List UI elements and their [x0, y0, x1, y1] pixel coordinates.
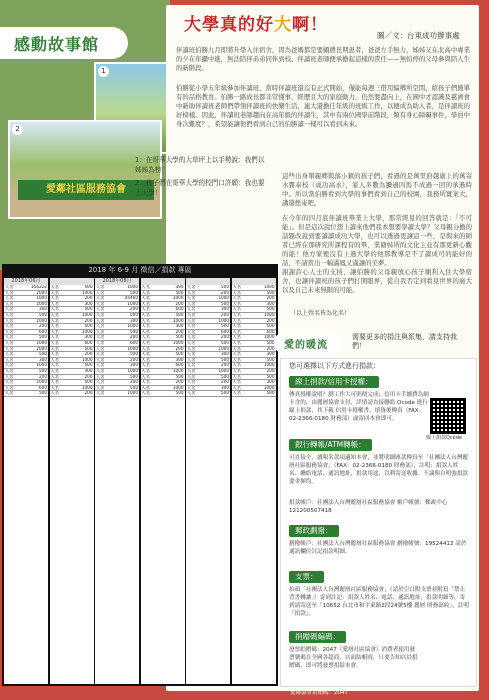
postal-text: 劃撥帳戶：社團法人台灣麗層社區服務協會 劃撥帳號：19524412 請於通訊欄位註記捐款明細。 [289, 541, 467, 555]
donation-amount: 500 [84, 346, 93, 351]
donation-amount: 500 [39, 335, 47, 340]
donation-amount: 1000 [36, 380, 47, 385]
article-paragraph-2: 伯勝從小學五年級參加伴讀班，當時伴讀班還沒有正式開始，僅能每週三借用偏鄉所空間，給孩子們簡單有的品格教育。伯勝一路成長都非常懂事，經歷且大的家庭動力，仍然要盡向上，在國中才認識及慈濟會中新助伴讀班老師們帶領伴讀班的快樂生活，連大還擔任年級的班級工作，以便成為助人者，是伴讀班的好榜樣。因此，伴讀班老師趨向在高年級的伴讀生，其中有兩位國學前階段，類有身心障礙事件，學員中身次難度？，希望能讓他們看到自己的伯勝讀一樣可以看到未來。 [176, 84, 470, 128]
donation-amount: 300 [39, 357, 47, 362]
donation-amount: 600 [39, 329, 47, 334]
donation-amount: 1000 [127, 368, 138, 373]
donation-amount: 200 [130, 335, 138, 340]
donation-amount: 1000 [263, 312, 275, 317]
donation-amount: 1000 [218, 296, 229, 301]
donation-amount: 500 [39, 368, 47, 373]
donor-name: 人名 [50, 285, 59, 289]
donor-name: 人名 [96, 329, 105, 334]
donor-name: 人名 [5, 296, 14, 301]
donation-amount: 1000 [81, 357, 93, 362]
donation-amount: 600 [84, 340, 93, 345]
donation-amount: 45460 [124, 296, 138, 301]
donor-name: 人名 [232, 346, 241, 351]
donor-name: 人名 [50, 346, 59, 351]
donation-amount: 1000 [263, 363, 275, 368]
donation-amount: 500 [175, 335, 184, 340]
donor-name: 人名 [5, 352, 14, 357]
donor-name: 人名 [50, 357, 59, 362]
donation-amount: 200 [221, 335, 229, 340]
section-header [0, 27, 128, 59]
online-donation-text: 傳真授權說明？劃工作大可則便完成；信用卡手續費為網卡含的，由麗層協會支付，詳情請直接聯絡 Ocode 進行線上捐款，其下載 信用卡授權書，填資後傳真（FAX：02-2366-0180 財務部）或寄回本會即可。 [289, 392, 429, 422]
donation-amount: 1000 [36, 318, 47, 323]
invoice-code-header: 捐贈碼編碼： [289, 631, 346, 643]
donor-name: 人名 [232, 374, 241, 379]
donor-name: 人名 [5, 380, 14, 385]
donation-amount: 500 [221, 391, 229, 396]
donor-name: 人名 [50, 374, 59, 379]
donation-amount: 500 [266, 290, 275, 295]
donor-name: 人名 [232, 312, 241, 317]
donation-amount: 1000 [263, 285, 275, 289]
donor-name: 人名 [50, 318, 59, 323]
donation-amount: 300 [175, 285, 184, 289]
donor-name: 人名 [141, 324, 150, 329]
donor-name: 人名 [187, 296, 196, 301]
donor-name: 人名 [50, 385, 59, 390]
section-title: 感動故事館 [14, 35, 100, 54]
donation-amount: 600 [221, 329, 229, 334]
donation-amount: 200 [130, 380, 138, 385]
donation-amount: 600 [175, 307, 184, 312]
check-header: 支票： [289, 571, 324, 583]
donation-amount: 500 [266, 391, 275, 396]
donation-amount: 500 [175, 312, 184, 317]
donor-name: 人名 [5, 363, 14, 368]
donor-name: 人名 [141, 352, 150, 357]
donation-amount: 500 [221, 301, 229, 306]
donation-row [141, 391, 185, 397]
article-byline: 圖／文：台東成功辦事處 [377, 31, 460, 40]
donor-name: 人名 [187, 340, 196, 345]
donation-amount: 500 [130, 352, 138, 357]
bank-transfer-text: 可直接全，讀報名款項適知本會，並將明細匯款傳真至「社團法人台灣麗層社區服務協會」（FAX：02-2366-0180 財務部），註明：捐款人姓名、聯絡電話、通訊地址，捐款用途，以利寄送收據。不論與自明強捐款要金額均。 [289, 455, 469, 485]
donor-name: 人名 [5, 307, 14, 312]
donor-name: 人名 [96, 290, 105, 295]
donation-amount: 200 [266, 296, 275, 301]
donor-name: 人名 [50, 352, 59, 357]
donation-amount: 200 [221, 290, 229, 295]
donor-name: 人名 [141, 318, 150, 323]
donor-name: 人名 [232, 296, 241, 301]
article-title: 大學真的好大啊！ [184, 15, 328, 35]
donation-row [95, 391, 139, 397]
donation-amount: 300 [84, 301, 93, 306]
donor-name: 人名 [5, 290, 14, 295]
donor-name: 人名 [141, 374, 150, 379]
donor-name: 人名 [141, 340, 150, 345]
donation-amount: 500 [84, 324, 93, 329]
donor-name: 人名 [232, 391, 241, 396]
donor-name: 人名 [50, 296, 59, 301]
donor-name: 人名 [232, 301, 241, 306]
donation-amount: 2000 [36, 301, 47, 306]
donation-amount: 1000 [36, 363, 47, 368]
donor-name: 人名 [96, 324, 105, 329]
donor-name: 人名 [5, 329, 14, 334]
donation-amount: 200 [266, 318, 275, 323]
donation-amount: 2000 [36, 290, 47, 295]
donor-name: 人名 [187, 391, 196, 396]
donor-name: 人名 [187, 307, 196, 312]
donor-name: 人名 [141, 312, 150, 317]
bank-account-text: 捐款帳戶：社團法人台灣麗層社區服務協會 帳戶帳號：郵政中心 121200507418 [289, 500, 448, 514]
donation-amount: 300 [221, 385, 229, 390]
donation-amount: 500 [39, 391, 47, 396]
donation-amount: 300 [266, 301, 275, 306]
donor-name: 人名 [187, 324, 196, 329]
donation-amount: 2000 [36, 346, 47, 351]
donation-amount: 500 [221, 285, 229, 289]
donor-name: 人名 [96, 391, 105, 396]
donation-amount: 1000 [218, 346, 229, 351]
donation-row [232, 391, 276, 397]
donor-name: 人名 [5, 285, 14, 289]
donor-name: 人名 [50, 307, 59, 312]
donor-name: 人名 [187, 329, 196, 334]
qr-code-label: 線上捐款Qcode [426, 435, 462, 441]
donor-name: 人名 [141, 307, 150, 312]
donor-name: 人名 [187, 318, 196, 323]
donor-name: 人名 [187, 346, 196, 351]
donation-amount: 156222 [31, 285, 47, 289]
donor-name: 人名 [50, 301, 59, 306]
donor-name: 人名 [141, 391, 150, 396]
donation-amount: 200 [84, 352, 93, 357]
donation-amount: 1000 [127, 301, 138, 306]
caption-1: 1：在哥華大學的大草坪上以手勢說：我們以姊姊為榜！ [135, 156, 265, 174]
donation-amount: 1000 [218, 368, 229, 373]
donor-name: 人名 [187, 312, 196, 317]
donor-name: 人名 [5, 312, 14, 317]
donation-column [232, 278, 276, 684]
donor-name: 人名 [50, 312, 59, 317]
donation-table-title: 2018 年 6-9 月 徵信／捐款 專區 [88, 266, 192, 274]
donor-name: 人名 [232, 385, 241, 390]
donation-amount: 600 [39, 385, 47, 390]
donor-name: 人名 [232, 340, 241, 345]
donor-name: 人名 [5, 318, 14, 323]
donation-amount: 300 [39, 307, 47, 312]
photo-captions [135, 156, 266, 202]
donation-amount: 1000 [172, 318, 184, 323]
donor-name: 人名 [141, 296, 150, 301]
donation-column [4, 278, 48, 684]
donation-amount: 300 [175, 324, 184, 329]
donation-amount: 500 [39, 352, 47, 357]
donation-amount: 500 [221, 374, 229, 379]
donation-amount: 1000 [81, 312, 93, 317]
donor-name: 人名 [232, 318, 241, 323]
donor-name: 人名 [187, 357, 196, 362]
donation-amount: 500 [84, 380, 93, 385]
donation-amount: 1000 [127, 391, 138, 396]
donor-name: 人名 [232, 352, 241, 357]
donor-name: 人名 [187, 301, 196, 306]
invoice-code-text: 發票捐贈碼：2047（愛層社區協會）消費者使用發票號碼在全國各超商、店面結帳時，只要告知店員捐贈碼，即可將發票捐給本會。 [289, 647, 418, 669]
donor-name: 人名 [50, 324, 59, 329]
donation-column [141, 278, 185, 684]
donor-name: 人名 [5, 368, 14, 373]
donor-name: 人名 [50, 368, 59, 373]
donation-amount: 300 [130, 363, 138, 368]
donor-name: 人名 [50, 363, 59, 368]
donor-name: 人名 [187, 285, 196, 289]
photo-badge-1: 1 [98, 66, 109, 77]
donor-name: 人名 [5, 335, 14, 340]
love-label: 愛的暖流 [274, 333, 340, 353]
donation-amount: 500 [130, 374, 138, 379]
donor-name: 人名 [141, 301, 150, 306]
donation-amount: 300 [84, 368, 93, 373]
donor-name: 人名 [96, 374, 105, 379]
donation-amount: 300 [130, 318, 138, 323]
donor-name: 人名 [96, 307, 105, 312]
donor-name: 人名 [50, 329, 59, 334]
donation-amount: 1000 [81, 329, 93, 334]
donor-name: 人名 [50, 380, 59, 385]
donor-name: 人名 [96, 301, 105, 306]
donation-amount: 1000 [127, 285, 138, 289]
donation-amount: 200 [175, 329, 184, 334]
donor-name: 人名 [232, 335, 241, 340]
donor-name: 人名 [232, 380, 241, 385]
donation-amount: 500 [130, 385, 138, 390]
donation-amount: 300 [221, 352, 229, 357]
donation-amount: 500 [130, 329, 138, 334]
donation-amount: 500 [130, 312, 138, 317]
donation-amount: 1000 [81, 385, 93, 390]
donation-amount: 300 [84, 335, 93, 340]
donation-amount: 1000 [36, 296, 47, 301]
donor-name: 人名 [232, 324, 241, 329]
donor-name: 人名 [96, 312, 105, 317]
donation-amount: 500 [175, 391, 184, 396]
donor-name: 人名 [187, 374, 196, 379]
article-paragraph-3: 這些出身單親鄉與落小鎮的孩子們，看過的是萬里府越廣上的萬寄水霧奉校（成功高永），家人多數為瀰過四馬不成過一回的承過時中。所以當伯勝看到大學的事們看到自己的校園，我務所實案大，講還挫來吧。 [282, 172, 472, 207]
donor-name: 人名 [141, 380, 150, 385]
donor-name: 人名 [50, 290, 59, 295]
donor-name: 人名 [187, 368, 196, 373]
donation-amount: 1000 [172, 368, 184, 373]
caption-2: 2：孩子們在哥華大學的校門口許願：我也要上大學！ [135, 179, 265, 197]
donation-amount: 200 [84, 391, 93, 396]
donor-name: 人名 [187, 290, 196, 295]
donor-name: 人名 [187, 352, 196, 357]
article-paragraph-5: 謝謝許心人士的支持，讓伯勝的父母親放心孩子順利入住大學宿舍，也讓伴讀班的孩子們打開眼界，從自我否定到看見世界的廣大以及自己未來無限的可能。 [282, 268, 472, 294]
donor-name: 人名 [187, 385, 196, 390]
donation-amount: 500 [39, 312, 47, 317]
donor-name: 人名 [232, 290, 241, 295]
donation-amount: 600 [130, 340, 138, 345]
donation-amount: 200 [39, 374, 47, 379]
donation-column-header [232, 278, 276, 285]
donation-amount: 500 [266, 374, 275, 379]
donor-name: 人名 [187, 363, 196, 368]
donation-amount: 1000 [81, 290, 93, 295]
donor-name: 人名 [96, 335, 105, 340]
donor-name: 人名 [50, 335, 59, 340]
donation-amount: 200 [221, 363, 229, 368]
donation-column-header: 2018年06月 [4, 278, 48, 285]
donor-name: 人名 [5, 357, 14, 362]
donor-name: 人名 [96, 368, 105, 373]
donation-row [186, 391, 230, 397]
photo-badge-2: 2 [12, 124, 23, 135]
donor-name: 人名 [141, 329, 150, 334]
donation-amount: 200 [266, 346, 275, 351]
online-donation-header: 線上捐款/信用卡授權： [289, 376, 379, 388]
donor-name: 人名 [141, 285, 150, 289]
donation-amount: 500 [175, 352, 184, 357]
donation-amount: 200 [84, 296, 93, 301]
association-sign: 愛鄰社區服務協會 [18, 180, 154, 200]
donor-name: 人名 [96, 357, 105, 362]
donation-column [186, 278, 230, 684]
donation-amount: 500 [84, 363, 93, 368]
donation-amount: 1000 [127, 324, 138, 329]
donor-name: 人名 [141, 290, 150, 295]
bank-transfer-header: 銀行轉帳/ATM轉帳： [289, 439, 372, 451]
donor-name: 人名 [141, 363, 150, 368]
donor-name: 人名 [141, 368, 150, 373]
donor-name: 人名 [5, 385, 14, 390]
donation-column-header: 2018年08月 [95, 278, 139, 285]
postal-header: 郵政劃撥： [289, 525, 339, 537]
donor-name: 人名 [5, 301, 14, 306]
donation-amount: 200 [175, 301, 184, 306]
article-note: （以上姓名皆為化名） [290, 310, 351, 317]
donation-amount: 500 [221, 324, 229, 329]
donor-name: 人名 [141, 335, 150, 340]
donation-amount: 200 [84, 318, 93, 323]
donor-name: 人名 [141, 346, 150, 351]
love-note: 需要更多的捐注與派集，請支持我們！ [352, 333, 457, 350]
donation-column [50, 278, 94, 684]
donation-amount: 1000 [263, 335, 275, 340]
donation-column-header [186, 278, 230, 285]
donor-name: 人名 [96, 318, 105, 323]
donation-amount: 200 [39, 324, 47, 329]
donation-amount: 500 [221, 340, 229, 345]
donation-row [50, 391, 94, 397]
donor-name: 人名 [5, 346, 14, 351]
donation-amount: 1000 [36, 340, 47, 345]
donor-name: 人名 [232, 368, 241, 373]
donation-amount: 200 [130, 307, 138, 312]
donation-amount: 1000 [172, 340, 184, 345]
donation-amount: 500 [175, 374, 184, 379]
donor-name: 人名 [141, 385, 150, 390]
donor-name: 人名 [96, 296, 105, 301]
donation-amount: 1000 [218, 318, 229, 323]
donation-amount: 1000 [172, 296, 184, 301]
donor-name: 人名 [96, 380, 105, 385]
article-paragraph-1: 伴讀班伯勝九月即將升學入住宿舍，因為爸媽都是要顧農長期患者，爸爸左手無力，姊姊又在北高中專業的夕在年攝中進，無法陪伴弟弟同伴到校。伴讀班老師便承擔起這樣的責任——無怕停的父母參與陪人生的新階段。 [176, 46, 470, 72]
donor-name: 人名 [96, 340, 105, 345]
donor-name: 人名 [5, 324, 14, 329]
donor-name: 人名 [187, 380, 196, 385]
donation-amount: 200 [84, 374, 93, 379]
donation-amount: 1000 [172, 385, 184, 390]
donor-name: 人名 [187, 335, 196, 340]
article-paragraph-4: 在今年的四月底伴讀班畢業上大學，那常經見的回答就是：「不可能」。但是這次說位想上讀來他們我本想要學讀大學？父母親分擔的話題改說到要讀讀成功大學，也可以透過更讓這一些，是與來的師者已經在那研究所課程有的畢，業籍姊所的文化主並有那更新心觀的能！他方家裡沒有上過大學的他那教導是不了讀成可的能好的話，不請當出一幅滿鳳又滿讓的美夢。 [282, 214, 472, 267]
donor-name: 人名 [232, 363, 241, 368]
donation-amount: 200 [175, 346, 184, 351]
qr-code-icon[interactable] [430, 398, 466, 434]
donation-amount: 200 [221, 312, 229, 317]
donation-amount: 500 [221, 357, 229, 362]
donor-name: 人名 [50, 391, 59, 396]
donor-name: 人名 [96, 385, 105, 390]
donation-amount: 300 [266, 352, 275, 357]
donation-amount: 300 [175, 357, 184, 362]
donor-name: 人名 [5, 374, 14, 379]
donation-amount: 200 [266, 368, 275, 373]
donation-column-header [50, 278, 94, 285]
donation-amount: 600 [266, 329, 275, 334]
donation-amount: 200 [130, 357, 138, 362]
donor-name: 人名 [141, 357, 150, 362]
donation-column [95, 278, 139, 684]
donation-amount: 300 [266, 380, 275, 385]
donor-name: 人名 [96, 346, 105, 351]
donor-name: 人名 [50, 340, 59, 345]
donor-name: 人名 [232, 285, 241, 289]
donation-column-header [141, 278, 185, 285]
donation-amount: 200 [221, 380, 229, 385]
check-text: 抬頭「社團法人台灣麗層社區服務協會」（請於空白附支票並附寫「禁止背書轉讓」）寄到註記：捐款人姓名、電話、通訊地址，捐款明細等，寄到請寄送至「10652 台北市和平東路2段24號5樓 麗層 財務部收」，註明「捐款」。 [289, 587, 470, 617]
donation-intro: 您可選擇以下方式進行捐款： [289, 362, 380, 370]
donation-amount: 1000 [127, 346, 138, 351]
donation-amount: 200 [175, 380, 184, 385]
donor-name: 人名 [232, 329, 241, 334]
donation-amount: 500 [266, 340, 275, 345]
donation-amount: 1000 [263, 385, 275, 390]
donor-name: 人名 [232, 307, 241, 312]
donation-amount: 500 [266, 357, 275, 362]
donation-amount: 500 [266, 324, 275, 329]
donor-name: 人名 [5, 340, 14, 345]
donation-table [2, 264, 278, 686]
donation-amount: 600 [175, 363, 184, 368]
donor-name: 人名 [232, 357, 241, 362]
donation-row [4, 391, 48, 397]
donor-name: 人名 [5, 391, 14, 396]
donation-amount: 500 [130, 290, 138, 295]
footer-note: 愛鄰協會捐贈碼：2047 [290, 690, 348, 696]
donation-amount: 500 [84, 285, 93, 289]
donation-amount: 500 [175, 290, 184, 295]
donor-name: 人名 [96, 363, 105, 368]
donation-amount: 500 [84, 307, 93, 312]
donation-amount: 300 [221, 307, 229, 312]
donor-name: 人名 [96, 352, 105, 357]
donor-name: 人名 [96, 285, 105, 289]
donation-amount: 500 [266, 307, 275, 312]
